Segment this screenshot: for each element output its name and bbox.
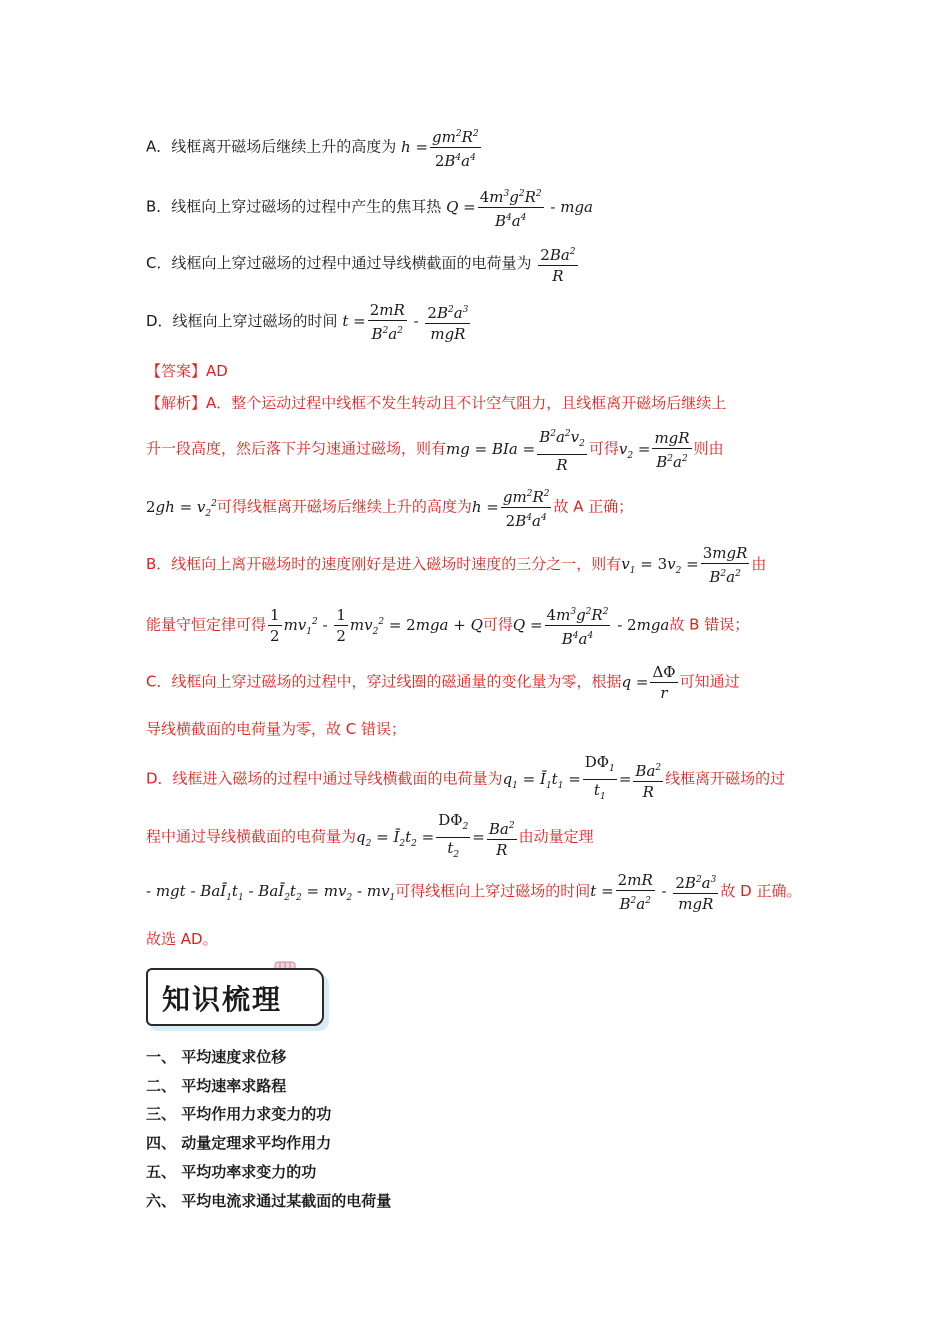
analysis-line-6 — [146, 662, 740, 703]
formula-v1: $v_1 = 3v_2$ = $\frac{\text{3mgR}}{B^2a^2}$ — [621, 544, 748, 586]
formula-q2: $q_2$ = $Ī_2t_2$ = $\frac{D\Phi_2}{t_2}$ = $\frac{Ba^2}{R}$ — [356, 811, 515, 860]
option-c — [146, 242, 580, 286]
option-d-text: D．线框向上穿过磁场的时间 — [146, 312, 338, 330]
analysis-line-3 — [146, 484, 633, 531]
answer-line: 【答案】AD — [146, 362, 228, 380]
option-b-formula: Q = $\frac{4m^3g^2R^2}{B^4a^4}$ - mga — [446, 198, 593, 216]
summary-item: 六、 平均电流求通过某截面的电荷量 — [146, 1192, 392, 1210]
analysis-text: D．线框进入磁场的过程中通过导线横截面的电荷量为 — [146, 769, 503, 788]
analysis-line-7: 导线横截面的电荷量为零，故 C 错误； — [146, 720, 407, 738]
summary-item: 三、 平均作用力求变力的功 — [146, 1105, 332, 1123]
analysis-line-8 — [146, 752, 785, 807]
analysis-conclusion: 故选 AD。 — [146, 930, 218, 948]
analysis-text: 可得线框向上穿过磁场的时间 — [395, 882, 591, 900]
analysis-line-5 — [146, 602, 749, 649]
analysis-line-10 — [146, 870, 801, 914]
formula-force-balance: mg = BIa = $\frac{B^2a^2v_2}{R}$ — [446, 440, 589, 458]
analysis-text: B．线框向上离开磁场时的速度刚好是进入磁场时速度的三分之一，则有 — [146, 555, 622, 573]
section-heading-label: 知识梳理 — [162, 983, 283, 1016]
analysis-text: 则由 — [693, 439, 724, 458]
summary-item: 一、 平均速度求位移 — [146, 1048, 287, 1066]
option-a-text: A．线框离开磁场后继续上升的高度为 — [146, 137, 397, 156]
analysis-text: 故 B 错误； — [669, 615, 750, 634]
analysis-text: 故 D 正确。 — [720, 882, 802, 900]
analysis-text: 能量守恒定律可得 — [146, 615, 267, 634]
summary-item: 二、 平均速率求路程 — [146, 1077, 287, 1095]
formula-v2: $v_2$ = $\frac{\text{mgR}}{B^2a^2}$ — [618, 428, 690, 471]
option-d — [146, 300, 472, 344]
formula-q1: $q_1$ = $Ī_1t_1$ = $\frac{D\Phi_1}{t_1}$ = $\frac{Ba^2}{R}$ — [502, 753, 662, 802]
option-a — [146, 124, 483, 171]
analysis-line-2 — [146, 424, 724, 475]
option-c-text: C．线框向上穿过磁场的过程中通过导线横截面的电荷量为 — [146, 254, 532, 272]
formula-kinematics: $2gh = v_2^2$ — [146, 497, 217, 519]
formula-heat: Q = $\frac{4m^3g^2R^2}{B^4a^4}$ - 2mga — [513, 616, 669, 634]
option-c-formula: $\frac{2Ba^2}{R}$ — [536, 254, 579, 272]
option-d-formula: t = $\frac{2mR}{B^2a^2}$ - $\frac{2B^2a^3}{\text{mgR}}$ — [342, 301, 469, 343]
option-a-formula: h = $\frac{gm^2R^2}{2B^4a^4}$ — [401, 138, 483, 156]
formula-momentum: - mgt - $BaĪ_1t_1$ - $BaĪ_2t_2 = mv_2 - mv_1$ — [146, 882, 396, 903]
analysis-text: 线框离开磁场的过 — [665, 769, 786, 788]
summary-item: 五、 平均功率求变力的功 — [146, 1163, 317, 1181]
analysis-line-4 — [146, 543, 766, 587]
analysis-line-9 — [146, 810, 594, 865]
analysis-text: 升一段高度，然后落下并匀速通过磁场，则有 — [146, 439, 447, 458]
analysis-text: 可得 — [588, 439, 619, 458]
analysis-line-1: 【解析】A．整个运动过程中线框不发生转动且不计空气阻力，且线框离开磁场后继续上 — [146, 394, 727, 412]
section-heading — [146, 968, 324, 1026]
formula-charge: q = $\frac{\Delta\Phi}{r}$ — [621, 663, 676, 702]
analysis-text: C．线框向上穿过磁场的过程中，穿过线圈的磁通量的变化量为零，根据 — [146, 672, 622, 691]
analysis-text: 故 A 正确； — [553, 497, 634, 516]
formula-height: h = $\frac{gm^2R^2}{2B^4a^4}$ — [472, 498, 554, 516]
formula-energy: $\frac{1}{2}$ $mv_1^2$ - $\frac{1}{2}$ $mv_2^2 = 2mga + Q$ — [270, 606, 483, 645]
analysis-text: 可知通过 — [679, 672, 740, 691]
analysis-text: 由动量定理 — [518, 827, 594, 846]
option-b — [146, 184, 593, 231]
option-b-text: B．线框向上穿过磁场的过程中产生的焦耳热 — [146, 197, 442, 216]
summary-item: 四、 动量定理求平均作用力 — [146, 1134, 332, 1152]
analysis-text: 程中通过导线横截面的电荷量为 — [146, 827, 357, 846]
formula-time: t = $\frac{2mR}{B^2a^2}$ - $\frac{2B^2a^3}{\text{mgR}}$ — [590, 871, 717, 913]
analysis-text: 由 — [751, 555, 767, 573]
analysis-text: 可得线框离开磁场后继续上升的高度为 — [216, 497, 472, 516]
analysis-text: 可得 — [482, 615, 513, 634]
